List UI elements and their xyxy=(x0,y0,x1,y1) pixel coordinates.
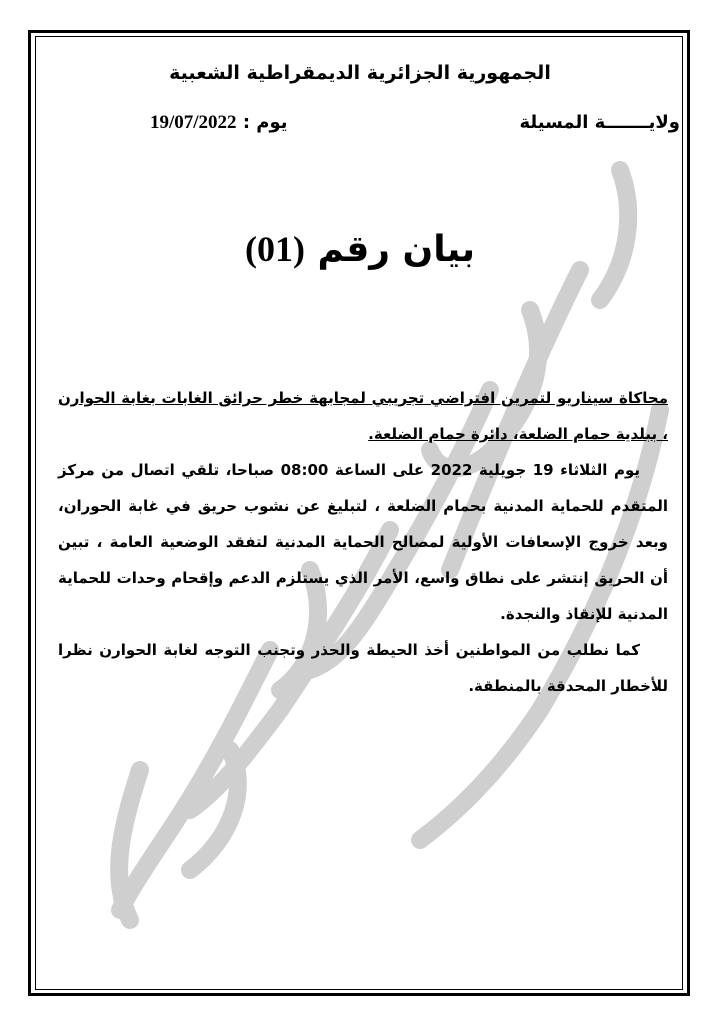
republic-header: الجمهورية الجزائرية الديمقراطية الشعبية xyxy=(169,62,551,84)
statement-subject: محاكاة سيناريو لتمرين افتراضي تجريبي لمجابهة خطر حرائق الغابات بغابة الحوارن ، ببلدية حمام الضلعة، دائرة حمام الضلعة. xyxy=(58,389,668,443)
date-value: 19/07/2022 xyxy=(150,112,237,133)
statement-paragraph-2: كما نطلب من المواطنين أخذ الحيطة والحذر وتجنب التوجه لغابة الحوارن نظرا للأخطار المحدقة بالمنطقة. xyxy=(58,641,668,695)
date-label: يوم : xyxy=(242,112,288,133)
statement-body xyxy=(58,380,668,704)
statement-paragraph-1: يوم الثلاثاء 19 جويلية 2022 على الساعة 08:00 صباحا، تلقي اتصال من مركز المتقدم للحماية المدنية بحمام الضلعة ، لتبليغ عن نشوب حريق في غابة الحوران، وبعد خروج الإسعافات الأولية لمصالح الحماية المدنية لتفقد الوضعية العامة ، تبين أن الحريق إنتشر على نطاق واسع، الأمر الذي يستلزم الدعم وإقحام وحدات للحماية المدنية للإنقاذ والنجدة. xyxy=(58,461,668,623)
date-line xyxy=(150,112,288,134)
header-row xyxy=(150,112,680,140)
wilaya-label: ولايـــــــة المسيلة xyxy=(519,112,680,133)
statement-title xyxy=(120,228,600,270)
statement-title-text: بيان رقم xyxy=(317,229,476,270)
statement-number: (01) xyxy=(244,229,305,269)
